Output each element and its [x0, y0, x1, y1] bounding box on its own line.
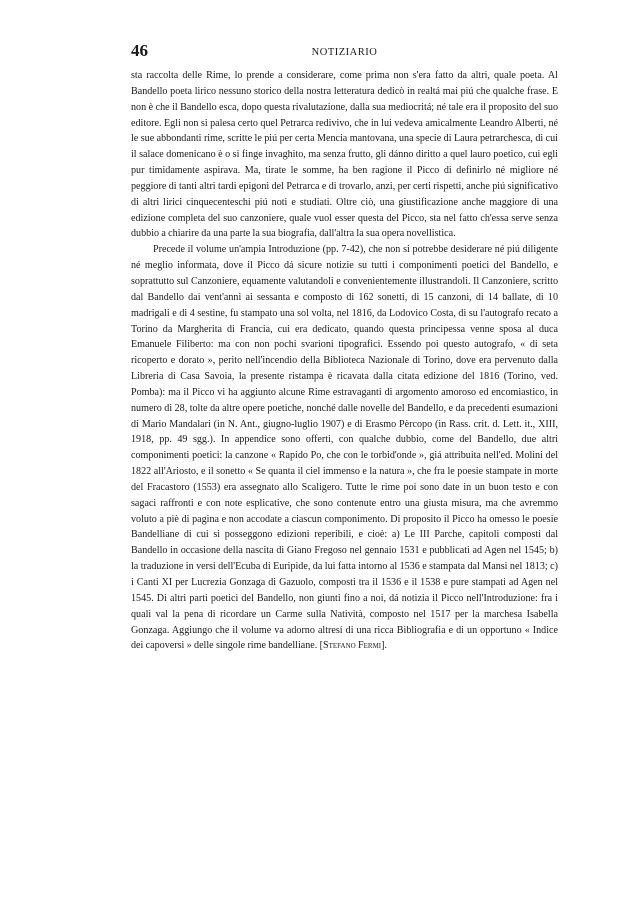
page-number: 46 [131, 41, 148, 60]
running-title: NOTIZIARIO [311, 47, 378, 58]
article-body [131, 68, 558, 654]
paragraph-2-text: Precede il volume un'ampia Introduzione (pp. 7-42), che non si potrebbe desiderare né piú diligente né meglio informata, dove il Picco dá sicure notizie su tutti i componimenti poetici del Bandello, e soprattutto sul Canzoniere, equamente valutandoli e convenientemente illustrandoli. Il Canzoniere, scritto dal Bandello dai vent'anni ai sessanta e composto di 162 sonetti, di 15 canzoni, di 14 ballate, di 10 madrigali e di 4 sestine, fu stampato una sol volta, nel 1816, da Lodovico Costa, di su l'autografo recato a Torino da Margherita di Francia, cui era dedicato, quando questa principessa venne sposa al duca Emanuele Filiberto: ma con non pochi svarioni tipografici. Essendo poi questo autografo, « di seta ricoperto e dorato », perito nell'incendio della Biblioteca Nazionale di Torino, dove era pervenuto dalla Libreria di Casa Savoia, la presente ristampa è ricavata dalla citata edizione del 1816 (Torino, ved. Pomba): ma il Picco vi ha aggiunto alcune Rime estravaganti di argomento amoroso ed encomiastico, in numero di 28, tolte da altre opere poetiche, nonché dalle novelle del Bandello, e da precedenti esumazioni di Mario Mandalari (in N. Ant., giugno-luglio 1907) e di Erasmo Pèrcopo (in Rass. crit. d. Lett. it., XIII, 1918, pp. 49 sgg.). In appendice sono offerti, con qualche dubbio, come del Bandello, due altri componimenti poetici: la canzone « Rapido Po, che con le torbid'onde », giá attribuita nell'ed. Molini del 1822 all'Ariosto, e il sonetto « Se quanta il ciel immenso e la natura », che fra le poesie stampate in morte del Fracastoro (1553) era assegnato allo Scaligero. Tutte le rime poi sono date in un buon testo e con sagaci raffronti e con note esplicative, che sono contenute entro una giusta misura, ma che avremmo voluto a piè di pagina e non accodate a ciascun componimento. Di proposito il Picco ha omesso le poesie Bandelliane di cui si posseggono edizioni reperibili, e cioè: a) Le III Parche, capitoli composti dal Bandello in occasione della nascita di Giano Fregoso nel gennaio 1531 e pubblicati ad Agen nel 1545; b) la traduzione in versi dell'Ecuba di Euripide, da lui fatta intorno al 1536 e stampata dal Mansi nel 1813; c) i Canti XI per Lucrezia Gonzaga di Gazuolo, composti tra il 1536 e il 1538 e pure stampati ad Agen nel 1545. Di altri parti poetici del Bandello, non giunti fino a noi, dá notizia il Picco nell'Introduzione: fra i quali val la pena di ricordare un Carme sulla Natività, composto nel 1517 per la marchesa Isabella Gonzaga. Aggiungo che il volume va adorno altresí di una ricca Bibliografia e di un opportuno « Indice dei capoversi » delle singole rime bandelliane. [131, 244, 558, 652]
paragraph-2 [131, 242, 558, 654]
page-header [131, 41, 558, 65]
author-signature: [Stefano Fermi]. [319, 640, 388, 652]
paragraph-1: sta raccolta delle Rime, lo prende a considerare, come prima non s'era fatto da altri, quale poeta. Al Bandello poeta lirico nessuno storico della nostra letteratura dedicò in realtá mai piú che qualche frase. E non è che il Bandello esca, dopo questa rivalutazione, dalla sua mediocritá; né tale era il proposito del suo editore. Egli non si palesa certo quel Petrarca redivivo, che in lui vedeva amicalmente Leandro Alberti, né le sue abbondanti rime, scritte le piú per certa Mencia mantovana, una specie di Laura petrarchesca, di cui il salace domenicano è o si finge invaghito, ma senza frutto, gli dánno diritto a quel lauro poetico, cui egli pur timidamente aspirava. Ma, tirate le somme, ha ben ragione il Picco di definirlo né migliore né peggiore di tanti altri tardi epigoni del Petrarca e di trovarlo, anzi, per certi rispetti, anche piú significativo di altri lirici cinquecenteschi piú noti e studiati. Oltre ciò, una giustificazione anche maggiore di una edizione completa del suo canzoniere, quale vuol esser questa del Picco, sta nel fatto ch'essa serve senza dubbio a chiarire da una parte la sua biografia, dall'altra la sua opera novellistica. [131, 70, 558, 240]
